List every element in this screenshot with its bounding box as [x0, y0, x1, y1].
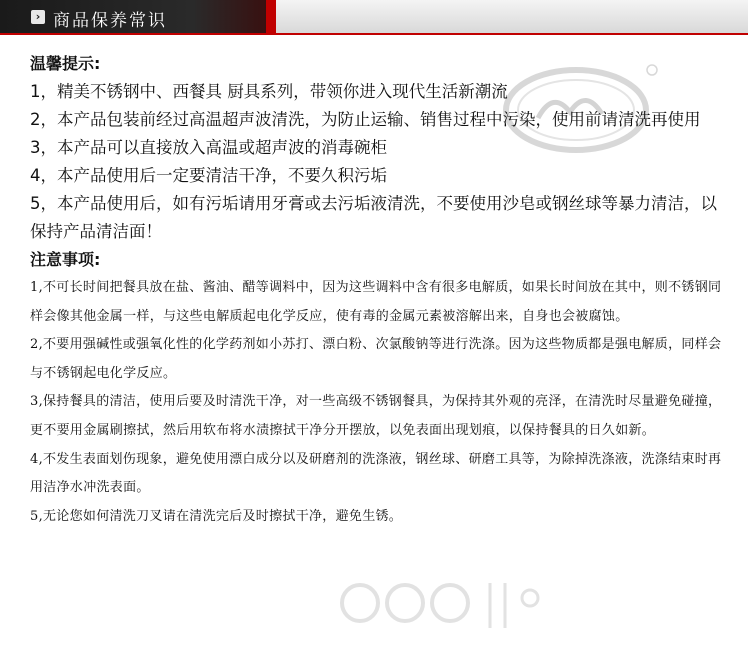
chevron-right-icon: › [31, 10, 45, 24]
header-underline [0, 33, 748, 35]
tip-item: 3，本产品可以直接放入高温或超声波的消毒碗柜 [30, 138, 387, 157]
notes-heading: 注意事项: [30, 250, 101, 269]
note-item: 2,不要用强碱性或强氧化性的化学药剂如小苏打、漂白粉、次氯酸钠等进行洗涤。因为这些物质都是强电解质，同样会与不锈钢起电化学反应。 [30, 337, 722, 381]
tip-item: 2，本产品包装前经过高温超声波清洗，为防止运输、销售过程中污染，使用前请清洗再使用 [30, 110, 701, 129]
tips-heading: 温馨提示: [30, 54, 101, 73]
note-item: 1,不可长时间把餐具放在盐、酱油、醋等调料中，因为这些调料中含有很多电解质，如果长时间放在其中，则不锈钢同样会像其他金属一样，与这些电解质起电化学反应，使有毒的金属元素被溶解出来，自身也会被腐蚀。 [30, 280, 722, 324]
bottom-watermark-logo [330, 568, 550, 647]
note-item: 4,不发生表面划伤现象，避免使用漂白成分以及研磨剂的洗涤液，钢丝球、研磨工具等，为除掉洗涤液，洗涤结束时再用洁净水冲洗表面。 [30, 451, 722, 496]
header-red-accent [266, 0, 276, 35]
tip-item: 5，本产品使用后，如有污垢请用牙膏或去污垢液清洗，不要使用沙皂或钢丝球等暴力清洁，以保持产品清洁面！ [30, 194, 717, 241]
tip-item: 4，本产品使用后一定要清洁干净，不要久积污垢 [30, 166, 387, 185]
note-item: 5,无论您如何清洗刀叉请在清洗完后及时擦拭干净，避免生锈。 [30, 508, 403, 524]
section-header [0, 0, 748, 35]
note-item: 3,保持餐具的清洁，使用后要及时清洗干净，对一些高级不锈钢餐具，为保持其外观的亮泽，在清洗时尽量避免碰撞，更不要用金属刷擦拭，然后用软布将水渍擦拭干净分开摆放，以免表面出现划痕，以保持餐具的日久如新。 [30, 394, 722, 438]
section-title: 商品保养常识 [53, 11, 167, 31]
tip-item: 1，精美不锈钢中、西餐具 厨具系列，带领你进入现代生活新潮流 [30, 82, 508, 101]
care-content [30, 50, 730, 531]
